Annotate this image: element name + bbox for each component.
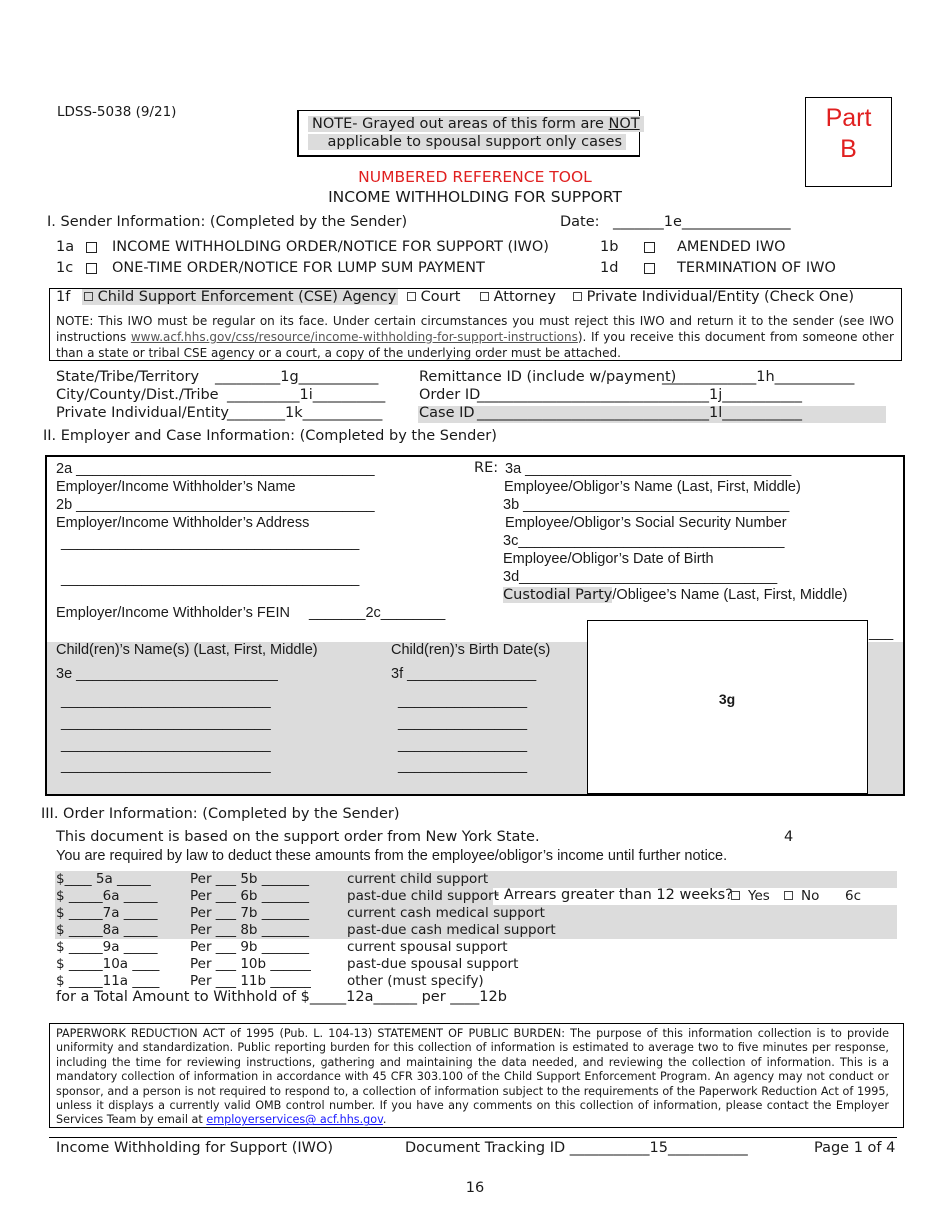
private-field[interactable]: ________1k___________ [227, 405, 383, 421]
section1-heading: I. Sender Information: (Completed by the Sender) [47, 214, 408, 230]
r1a-checkbox[interactable] [86, 242, 97, 253]
state-label: State/Tribe/Territory [56, 369, 200, 385]
fein-field[interactable]: _______2c________ [309, 605, 446, 621]
field-3a[interactable]: 3a _________________________________ [505, 461, 792, 477]
iwo-note: NOTE: This IWO must be regular on its face. Under certain circumstances you must reject this IWO and return it to the sender (see IWO instructions www.acf.hhs.gov/css/resource/income-withholding-for-support-instructions). If you receive this document from someone other than a state or tribal CSE agency or a court, a copy of the underlying order must be attached. [56, 314, 894, 360]
field-2b[interactable]: 2b _____________________________________ [56, 497, 375, 513]
section2-heading: II. Employer and Case Information: (Completed by the Sender) [43, 428, 497, 444]
obligor-ssn-label: Employee/Obligor’s Social Security Number [505, 515, 787, 531]
r1d-label: TERMINATION OF IWO [677, 260, 836, 276]
option-attorney[interactable]: Attorney [480, 289, 556, 305]
child-dob-line[interactable]: ________________ [398, 737, 528, 753]
option-court[interactable]: Court [407, 289, 460, 305]
required-text: You are required by law to deduct these amounts from the employee/obligor’s income until further notice. [56, 848, 728, 864]
main-title: INCOME WITHHOLDING FOR SUPPORT [328, 188, 622, 206]
field-2a[interactable]: 2a _____________________________________ [56, 461, 375, 477]
arrears-yes-label: Yes [748, 888, 770, 904]
child-dob-line[interactable]: ________________ [398, 758, 528, 774]
date-label: Date: [560, 214, 600, 230]
child-dob-line[interactable]: ________________ [398, 715, 528, 731]
footer-left: Income Withholding for Support (IWO) [56, 1140, 334, 1156]
page-of: Page 1 of 4 [814, 1140, 896, 1156]
amount-6a[interactable]: $ _____6a _____ [56, 888, 158, 904]
children-dob-label: Child(ren)’s Birth Date(s) [391, 642, 551, 658]
arrears-yes-checkbox[interactable] [731, 891, 740, 900]
case-id-label: Case ID [419, 405, 475, 421]
child-name-line[interactable]: __________________________ [61, 780, 271, 792]
remittance-label: Remittance ID (include w/payment) [419, 369, 677, 385]
per-9b[interactable]: Per ___ 9b _______ [190, 939, 310, 955]
tracking-id[interactable]: Document Tracking ID ___________15___________ [405, 1140, 748, 1156]
r1b-label: AMENDED IWO [677, 239, 786, 255]
desc-10: past-due spousal support [347, 956, 519, 972]
r1a-label: INCOME WITHHOLDING ORDER/NOTICE FOR SUPPORT (IWO) [112, 239, 549, 255]
per-8b[interactable]: Per ___ 8b _______ [190, 922, 310, 938]
field-3e[interactable]: 3e _________________________ [56, 666, 278, 682]
arrears-no-checkbox[interactable] [784, 891, 793, 900]
r1a-num: 1a [56, 239, 75, 255]
instructions-link[interactable]: www.acf.hhs.gov/css/resource/income-withholding-for-support-instructions [130, 330, 578, 344]
part-letter: B [840, 135, 857, 163]
date-field[interactable]: _______1e_______________ [613, 214, 791, 230]
page-number: 16 [465, 1180, 485, 1196]
note-line-1: NOTE- Grayed out areas of this form are NOT [308, 116, 644, 132]
children-names-label: Child(ren)’s Name(s) (Last, First, Middle) [56, 642, 318, 658]
employer-address-label: Employer/Income Withholder’s Address [56, 515, 310, 531]
per-7b[interactable]: Per ___ 7b _______ [190, 905, 310, 921]
arrears-question: - Arrears greater than 12 weeks? [494, 887, 733, 903]
employer-case-box [45, 455, 905, 796]
private-label: Private Individual/Entity [56, 405, 229, 421]
desc-5: current child support [347, 871, 489, 887]
based-on-text: This document is based on the support order from New York State. [56, 829, 540, 845]
note-box [297, 110, 640, 157]
amount-7a[interactable]: $ _____7a _____ [56, 905, 158, 921]
total-withhold[interactable]: for a Total Amount to Withhold of $_____12a______ per ____12b [56, 989, 507, 1005]
f1f-num: 1f [56, 289, 71, 305]
arrears-no-label: No [801, 888, 820, 904]
paperwork-text: PAPERWORK REDUCTION ACT of 1995 (Pub. L. 104-13) STATEMENT OF PUBLIC BURDEN: The purpose of this information collection is to provide uniformity and standardization. Public reporting burden for this collection of information is estimated to average two to five minutes per response, including the time for reviewing instructions, gathering and maintaining the data needed, and reviewing the collection of information. This is a mandatory collection of information in accordance with 45 CFR 303.100 of the Child Support Enforcement Program. An agency may not conduct or sponsor, and a person is not required to respond to, a collection of information subject to the requirements of the Paperwork Reduction Act of 1995, unless it displays a currently valid OMB control number. If you have any comments on this collection of information, please contact the Employer Services Team by email at employerservices@ acf.hhs.gov. [56, 1027, 889, 1127]
desc-7: current cash medical support [347, 905, 545, 921]
amount-5a[interactable]: $____ 5a _____ [56, 871, 151, 887]
city-field[interactable]: __________1i__________ [227, 387, 386, 403]
employer-name-label: Employer/Income Withholder’s Name [56, 479, 296, 495]
address-line-1[interactable]: _____________________________________ [61, 535, 360, 551]
box-3g-label: 3g [718, 691, 736, 707]
obligor-name-label: Employee/Obligor’s Name (Last, First, Middle) [504, 479, 801, 495]
num-6c: 6c [845, 888, 862, 904]
r1d-checkbox[interactable] [644, 263, 655, 274]
field-3b[interactable]: 3b _________________________________ [503, 497, 790, 513]
desc-11: other (must specify) [347, 973, 484, 989]
per-11b[interactable]: Per ___ 11b ______ [190, 973, 311, 989]
per-6b[interactable]: Per ___ 6b _______ [190, 888, 310, 904]
desc-6: past-due child support [347, 888, 499, 904]
part-label: Part [825, 104, 872, 132]
r1b-num: 1b [600, 239, 619, 255]
option-private[interactable]: Private Individual/Entity [573, 289, 760, 305]
box-3g[interactable] [587, 620, 868, 794]
form-id: LDSS-5038 (9/21) [57, 104, 177, 120]
amount-9a[interactable]: $ _____9a _____ [56, 939, 158, 955]
remittance-field[interactable]: _____________1h___________ [662, 369, 855, 385]
employer-services-email-link[interactable]: employerservices@ acf.hhs.gov [206, 1113, 383, 1127]
num-4: 4 [784, 829, 794, 845]
city-label: City/County/Dist./Tribe [56, 387, 219, 403]
r1b-checkbox[interactable] [644, 242, 655, 253]
paperwork-box [49, 1023, 904, 1128]
obligor-dob-label: Employee/Obligor’s Date of Birth [503, 551, 714, 567]
r1c-num: 1c [56, 260, 74, 276]
r1c-label: ONE-TIME ORDER/NOTICE FOR LUMP SUM PAYMENT [112, 260, 485, 276]
re-label: RE: [474, 460, 499, 476]
order-id-field[interactable]: ________________________________1j___________ [477, 387, 803, 403]
child-name-line[interactable]: __________________________ [61, 737, 271, 753]
per-10b[interactable]: Per ___ 10b ______ [190, 956, 311, 972]
check-one: (Check One) [764, 289, 855, 305]
case-id-field[interactable]: ________________________________1l___________ [477, 405, 803, 421]
address-line-2[interactable]: _____________________________________ [61, 571, 360, 587]
per-5b[interactable]: Per ___ 5b _______ [190, 871, 310, 887]
desc-9: current spousal support [347, 939, 508, 955]
child-dob-line[interactable]: ________________ [398, 693, 528, 709]
child-name-line[interactable]: __________________________ [61, 693, 271, 709]
field-3f[interactable]: 3f ________________ [391, 666, 537, 682]
r1d-num: 1d [600, 260, 619, 276]
desc-8: past-due cash medical support [347, 922, 556, 938]
r1c-checkbox[interactable] [86, 263, 97, 274]
obligee-trail: ___ [869, 625, 894, 641]
amount-11a[interactable]: $ _____11a ____ [56, 973, 160, 989]
state-field[interactable]: _________1g___________ [215, 369, 379, 385]
amount-8a[interactable]: $ _____8a _____ [56, 922, 158, 938]
field-3d[interactable]: 3d________________________________ [503, 569, 778, 585]
fein-label: Employer/Income Withholder’s FEIN [56, 605, 290, 621]
child-name-line[interactable]: __________________________ [61, 758, 271, 774]
sender-type-box [49, 288, 902, 361]
order-id-label: Order ID [419, 387, 481, 403]
footer-rule [49, 1137, 897, 1138]
child-name-line[interactable]: __________________________ [61, 715, 271, 731]
child-dob-line[interactable]: ________________ [398, 780, 528, 792]
reference-title: NUMBERED REFERENCE TOOL [358, 168, 592, 186]
option-cse[interactable]: Child Support Enforcement (CSE) Agency [82, 289, 398, 305]
note-line-2: applicable to spousal support only cases [308, 134, 626, 150]
custodial-party-label: Custodial Party/Obligee’s Name (Last, First, Middle) [503, 587, 848, 603]
amount-10a[interactable]: $ _____10a ____ [56, 956, 160, 972]
field-3c[interactable]: 3c_________________________________ [503, 533, 785, 549]
section3-heading: III. Order Information: (Completed by the Sender) [41, 806, 400, 822]
